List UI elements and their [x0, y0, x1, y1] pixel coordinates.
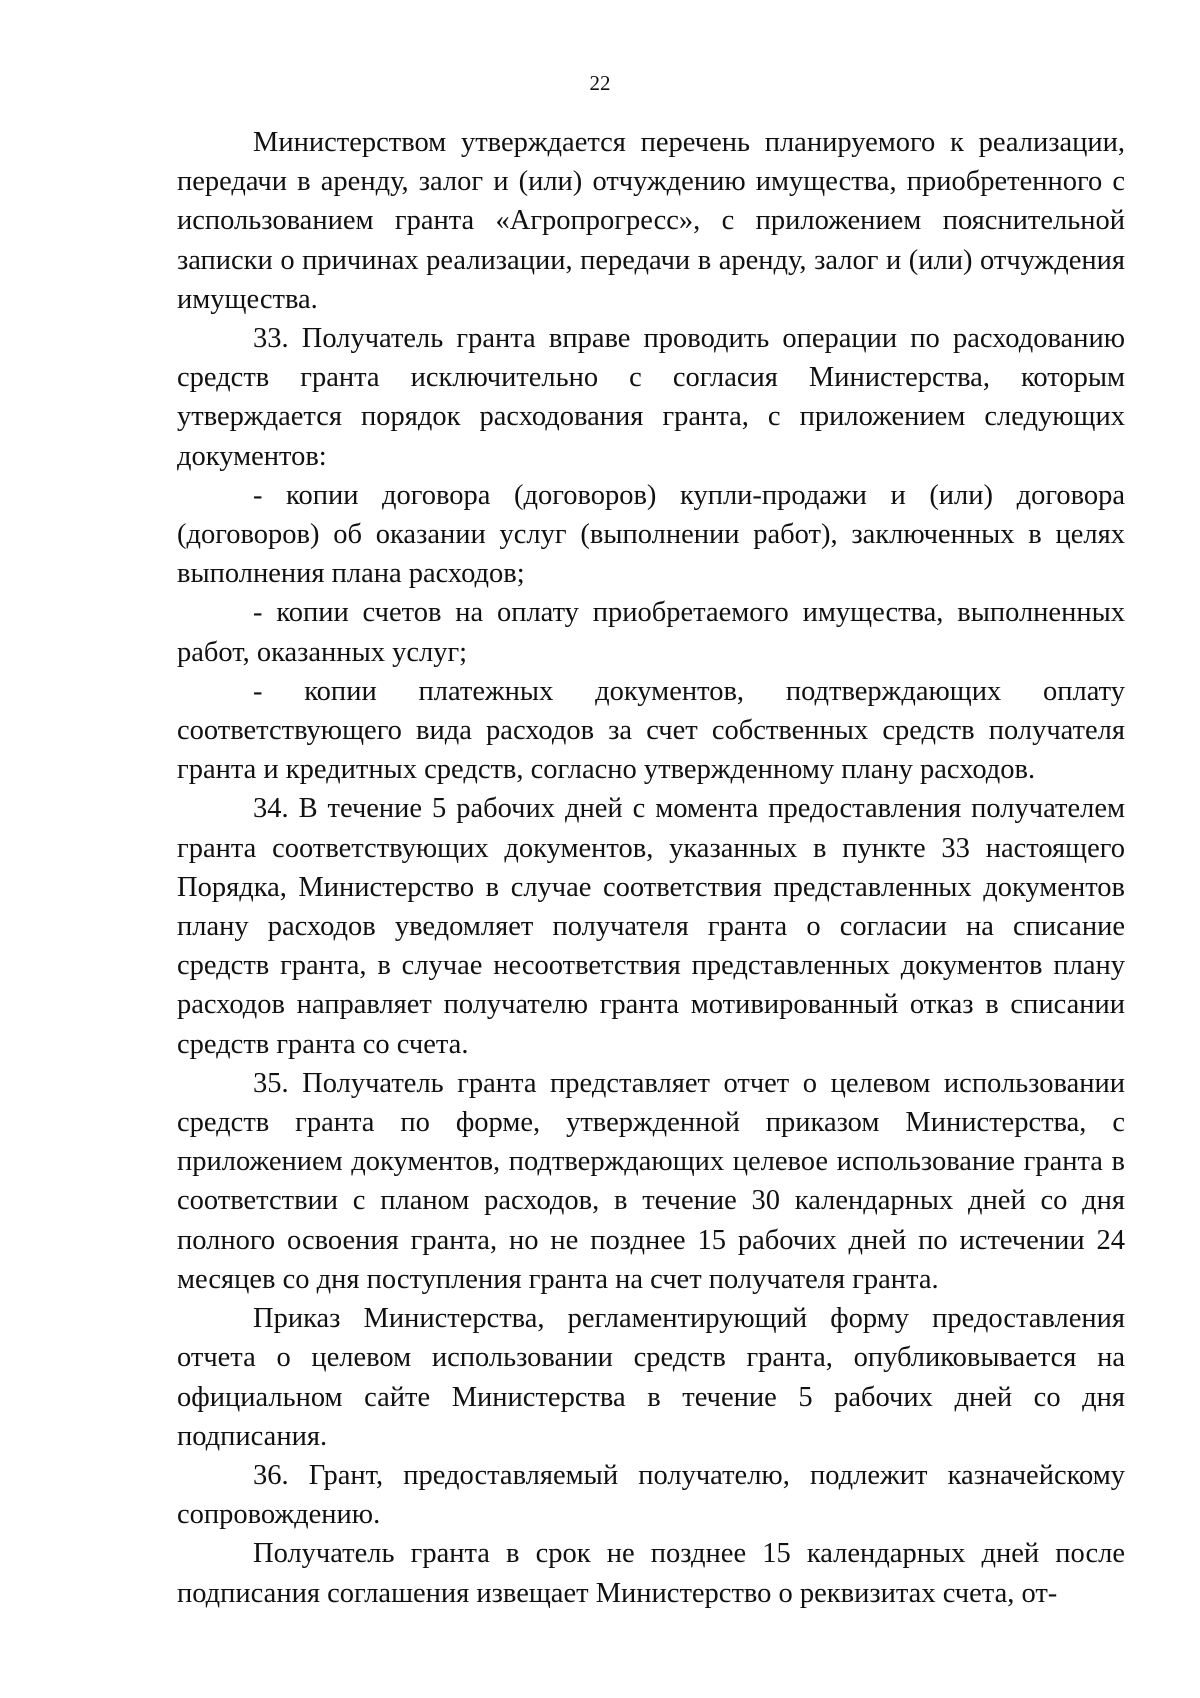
paragraph-account-notice: Получатель гранта в срок не позднее 15 календарных дней после подписания соглашения извещает Министерство о реквизитах счета, от- [177, 1538, 1125, 1609]
paragraph-item-33: 33. Получатель гранта вправе проводить операции по расходованию средств гранта исключительно с согласия Министерства, которым утверждается порядок расходования гранта, с приложением следующих документов: [177, 323, 1125, 472]
document-body [177, 123, 1125, 1613]
list-item-payment-documents: - копии платежных документов, подтверждающих оплату соответствующего вида расходов за счет собственных средств получателя гранта и кредитных средств, согласно утвержденному плану расходов. [177, 675, 1125, 786]
paragraph-item-36: 36. Грант, предоставляемый получателю, подлежит казначейскому сопровождению. [177, 1459, 1125, 1531]
paragraph-report-order: Приказ Министерства, регламентирующий форму предоставления отчета о целевом использовании средств гранта, опубликовывается на официальном сайте Министерства в течение 5 рабочих дней со дня подписания. [177, 1303, 1125, 1452]
list-item-invoice-copies: - копии счетов на оплату приобретаемого имущества, выполненных работ, оказанных услуг; [177, 597, 1125, 668]
paragraph-item-34: 34. В течение 5 рабочих дней с момента предоставления получателем гранта соответствующих документов, указанных в пункте 33 настоящего Порядка, Министерство в случае соответствия представленных документов плану расходов уведомляет получателя гранта о согласии на списание средств гранта, в случае несоответствия представленных документов плану расходов направляет получателю гранта мотивированный отказ в списании средств гранта со счета. [177, 793, 1125, 1060]
page-number: 22 [589, 71, 611, 95]
list-item-contract-copies: - копии договора (договоров) купли-продажи и (или) договора (договоров) об оказании услуг (выполнении работ), заключенных в целях выполнения плана расходов; [177, 479, 1125, 590]
paragraph-item-35: 35. Получатель гранта представляет отчет о целевом использовании средств гранта по форме, утвержденной приказом Министерства, с приложением документов, подтверждающих целевое использование гранта в соответствии с планом расходов, в течение 30 календарных дней со дня полного освоения гранта, но не позднее 15 рабочих дней по истечении 24 месяцев со дня поступления гранта на счет получателя гранта. [177, 1067, 1125, 1295]
paragraph-property-disposal-list: Министерством утверждается перечень планируемого к реализации, передачи в аренду, залог и (или) отчуждению имущества, приобретенного с использованием гранта «Агропрогресс», с приложением пояснительной записки о причинах реализации, передачи в аренду, залог и (или) отчуждения имущества. [177, 127, 1125, 315]
